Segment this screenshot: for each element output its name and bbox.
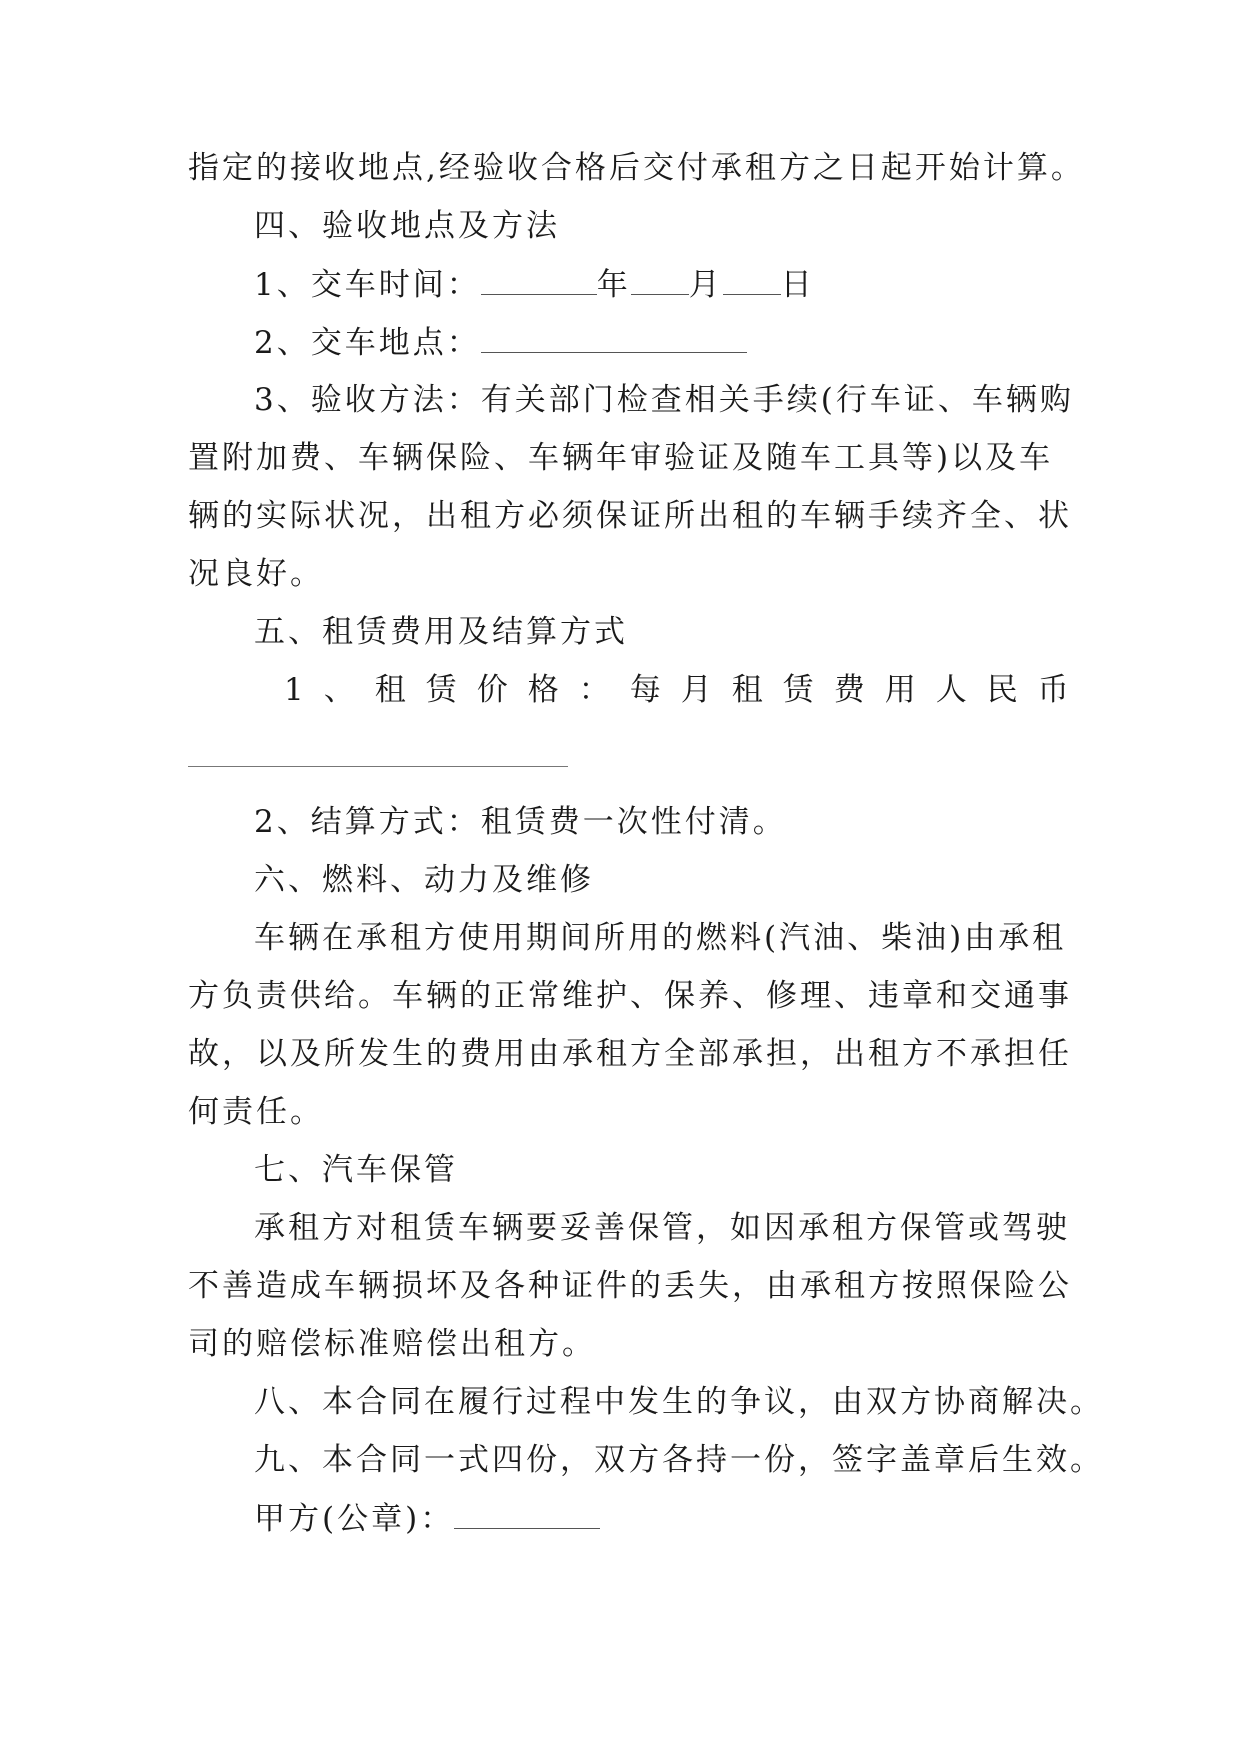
fuel-paragraph-line-4: 何责任。 bbox=[188, 1094, 324, 1130]
month-blank bbox=[631, 264, 689, 295]
acceptance-method-line-4: 况良好。 bbox=[188, 556, 324, 592]
section-heading-5: 五、租赁费用及结算方式 bbox=[254, 614, 628, 650]
delivery-place-line bbox=[254, 322, 747, 363]
year-label: 年 bbox=[596, 267, 631, 303]
fuel-paragraph-line-2: 方负责供给。车辆的正常维护、保养、修理、违章和交通事 bbox=[188, 978, 1072, 1014]
fuel-paragraph-line-1: 车辆在承租方使用期间所用的燃料(汽油、柴油)由承租 bbox=[254, 920, 1067, 956]
day-label: 日 bbox=[780, 267, 815, 303]
acceptance-method-line-2: 置附加费、车辆保险、车辆年审验证及随车工具等)以及车 bbox=[188, 440, 1054, 476]
custody-paragraph-line-1: 承租方对租赁车辆要妥善保管，如因承租方保管或驾驶 bbox=[254, 1210, 1070, 1246]
paragraph-continuation: 指定的接收地点,经验收合格后交付承租方之日起开始计算。 bbox=[188, 150, 1085, 186]
settlement-method-line: 2、结算方式：租赁费一次性付清。 bbox=[254, 804, 787, 840]
delivery-place-label: 2、交车地点： bbox=[254, 325, 481, 361]
custody-paragraph-line-2: 不善造成车辆损坏及各种证件的丢失，由承租方按照保险公 bbox=[188, 1268, 1072, 1304]
section-heading-6: 六、燃料、动力及维修 bbox=[254, 862, 594, 898]
month-label: 月 bbox=[688, 267, 723, 303]
delivery-time-label: 1、交车时间： bbox=[254, 267, 481, 303]
year-blank bbox=[481, 264, 597, 295]
fuel-paragraph-line-3: 故，以及所发生的费用由承租方全部承担，出租方不承担任 bbox=[188, 1036, 1072, 1072]
party-a-label: 甲方(公章)： bbox=[254, 1501, 455, 1537]
rental-price-blank bbox=[188, 766, 568, 767]
party-a-signature-blank bbox=[454, 1498, 600, 1529]
rental-price-line: 1、租赁价格：每月租赁费用人民币 bbox=[284, 672, 1089, 708]
delivery-place-blank bbox=[481, 322, 747, 353]
delivery-time-line bbox=[254, 264, 815, 305]
section-heading-7: 七、汽车保管 bbox=[254, 1152, 458, 1188]
custody-paragraph-line-3: 司的赔偿标准赔偿出租方。 bbox=[188, 1326, 596, 1362]
party-a-line bbox=[254, 1498, 600, 1539]
section-heading-9: 九、本合同一式四份，双方各持一份，签字盖章后生效。 bbox=[254, 1442, 1104, 1478]
acceptance-method-line-1: 3、验收方法：有关部门检查相关手续(行车证、车辆购 bbox=[254, 382, 1074, 418]
acceptance-method-line-3: 辆的实际状况，出租方必须保证所出租的车辆手续齐全、状 bbox=[188, 498, 1072, 534]
section-heading-8: 八、本合同在履行过程中发生的争议，由双方协商解决。 bbox=[254, 1384, 1104, 1420]
day-blank bbox=[723, 264, 781, 295]
section-heading-4: 四、验收地点及方法 bbox=[254, 208, 560, 244]
